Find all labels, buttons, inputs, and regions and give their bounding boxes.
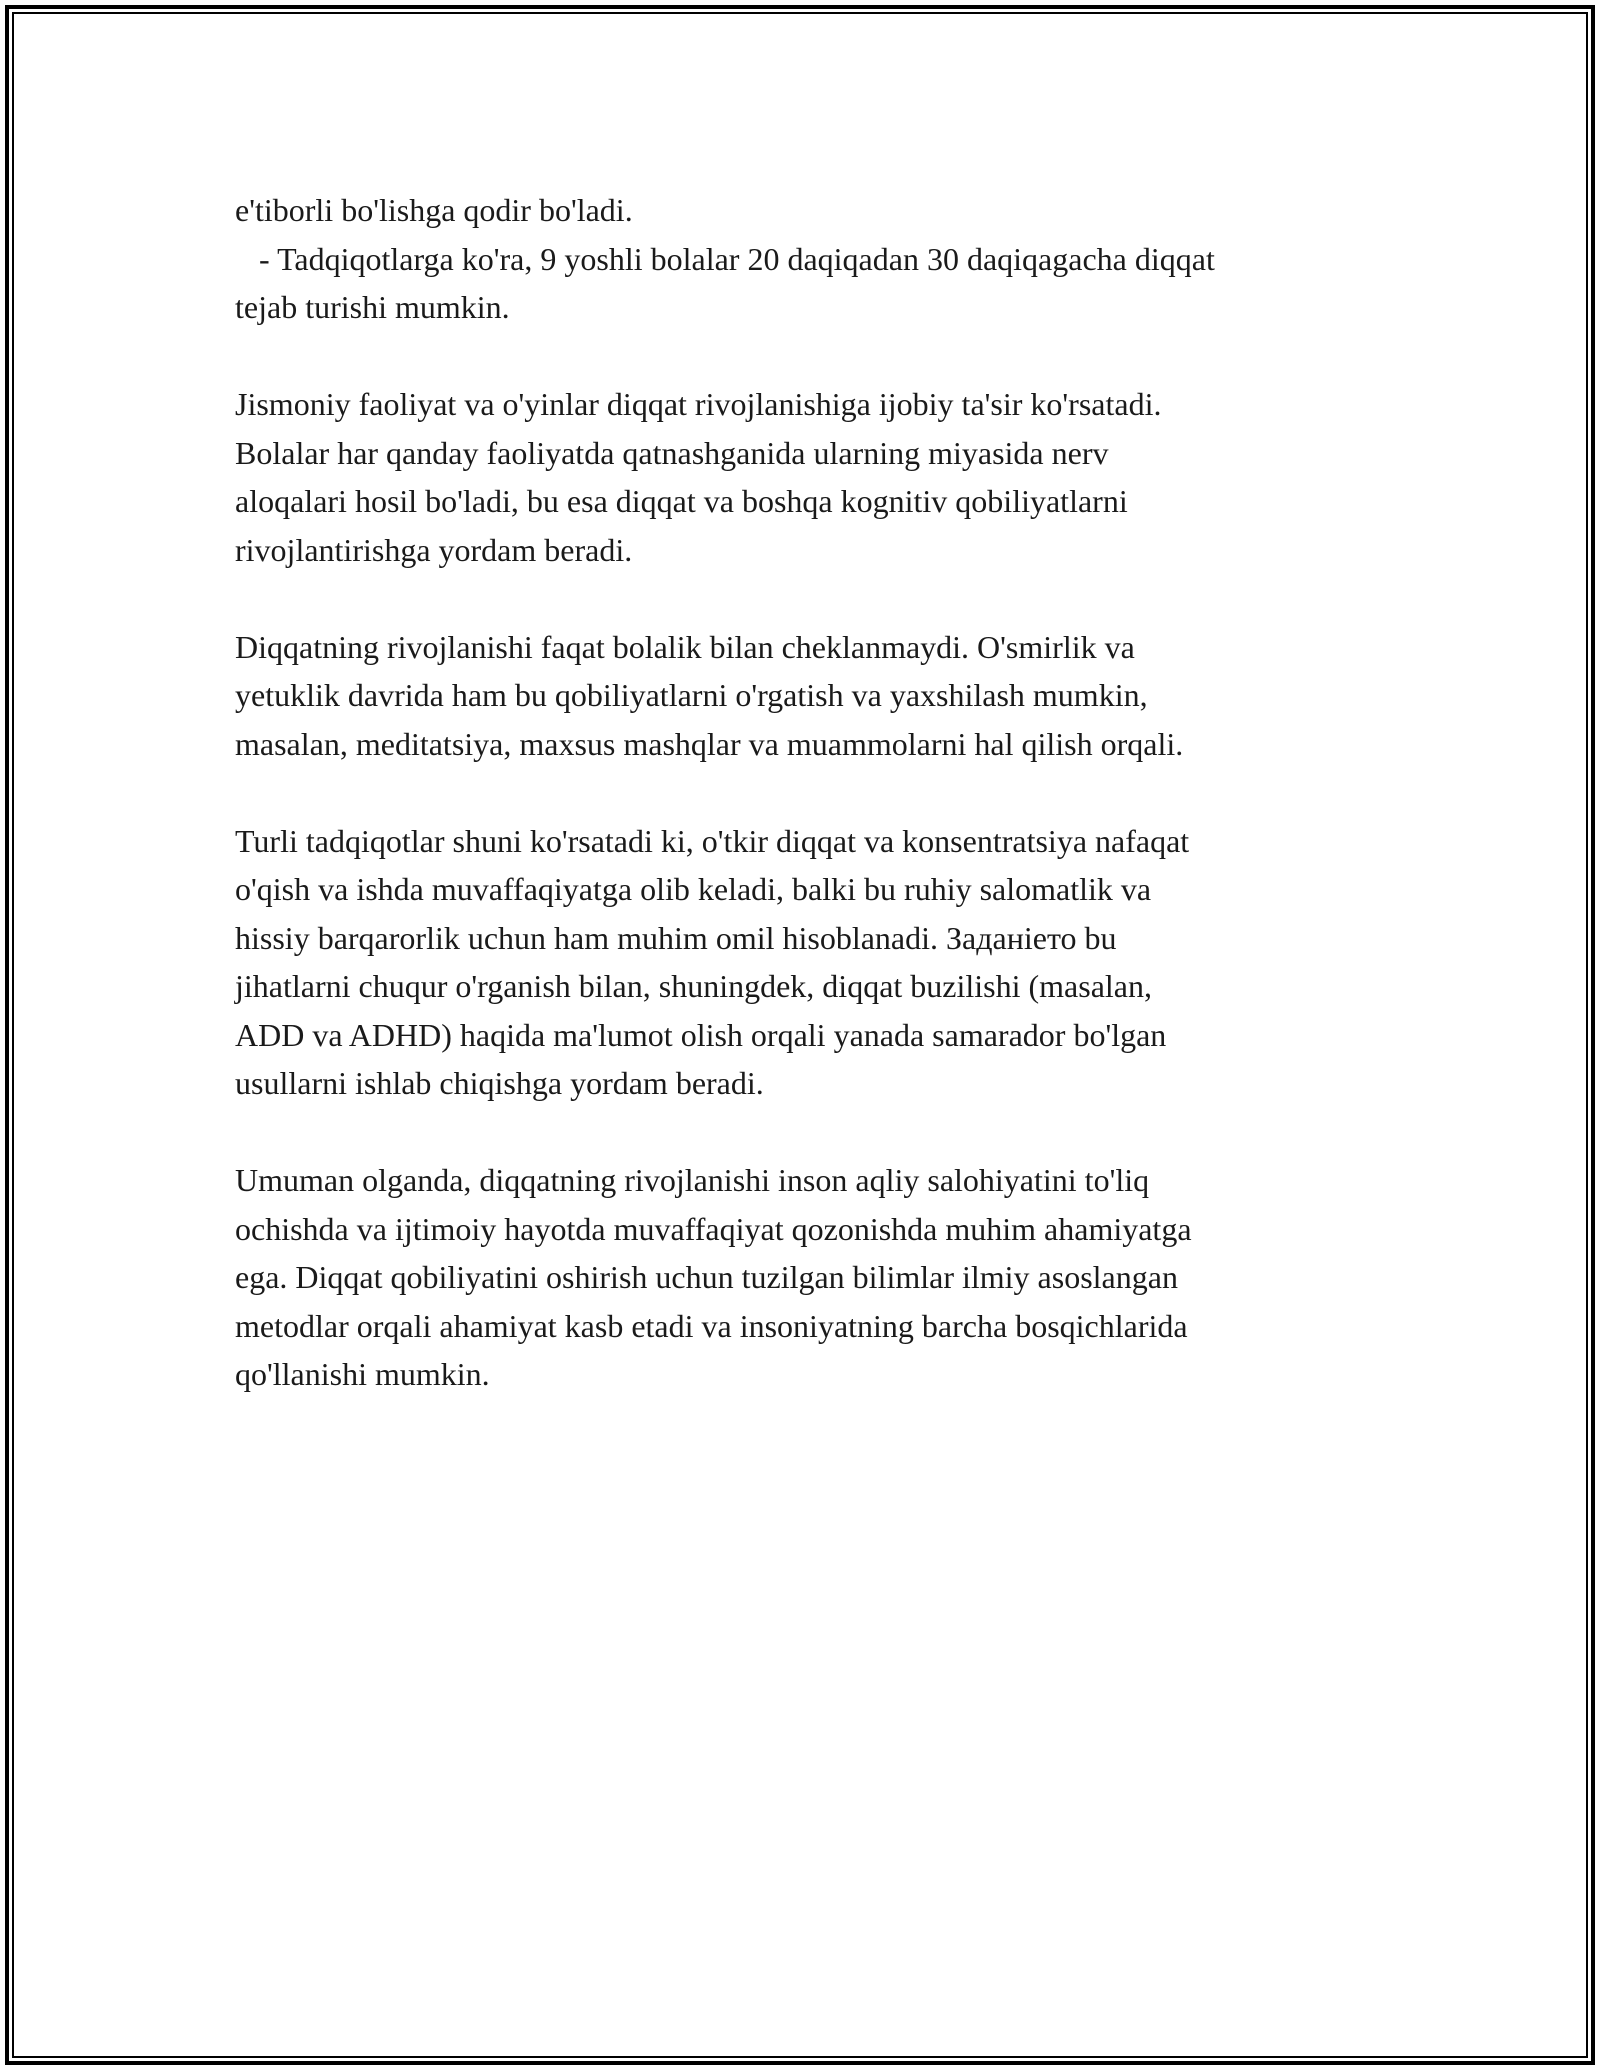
text-line: jihatlarni chuqur o'rganish bilan, shuningdek, diqqat buzilishi (masalan, [235,968,1152,1004]
document-body [235,186,1385,1447]
text-line: Bolalar har qanday faoliyatda qatnashganida ularning miyasida nerv [235,434,1109,471]
text-line: yetuklik davrida ham bu qobiliyatlarni o'rgatish va yaxshilash mumkin, [235,677,1148,713]
text-line: Turli tadqiqotlar shuni ko'rsatadi ki, o'tkir diqqat va konsentratsiya nafaqat [235,822,1190,859]
paragraph-1 [235,186,1385,332]
text-line: Umuman olganda, diqqatning rivojlanishi inson aqliy salohiyatini to'liq [235,1162,1150,1198]
text-line: - Tadqiqotlarga ko'ra, 9 yoshli bolalar 20 daqiqadan 30 daqiqagacha diqqat [235,240,1215,277]
text-line: rivojlantirishga yordam beradi. [235,531,633,568]
text-line: metodlar orqali ahamiyat kasb etadi va insoniyatning barcha bosqichlarida [235,1307,1188,1344]
text-line: ega. Diqqat qobiliyatini oshirish uchun tuzilgan bilimlar ilmiy asoslangan [235,1259,1178,1295]
text-line: qo'llanishi mumkin. [235,1356,490,1392]
text-line: ADD va ADHD) haqida ma'lumot olish orqali yanada samarador bo'lgan [235,1016,1167,1053]
paragraph-2 [235,380,1385,574]
text-line: ochishda va ijtimoiy hayotda muvaffaqiyat qozonishda muhim ahamiyatga [235,1210,1192,1247]
text-line: hissiy barqarorlik uchun ham muhim omil hisoblanadi. Заданіето bu [235,919,1117,956]
text-line: usullarni ishlab chiqishga yordam beradi. [235,1065,764,1101]
text-line: aloqalari hosil bo'ladi, bu esa diqqat va boshqa kognitiv qobiliyatlarni [235,483,1128,519]
text-line: o'qish va ishda muvaffaqiyatga olib keladi, balki bu ruhiy salomatlik va [235,871,1152,907]
text-line: e'tiborli bo'lishga qodir bo'ladi. [235,192,633,228]
paragraph-4 [235,817,1385,1108]
text-line: Jismoniy faoliyat va o'yinlar diqqat rivojlanishiga ijobiy ta'sir ko'rsatadi. [235,386,1162,422]
text-line: Diqqatning rivojlanishi faqat bolalik bilan cheklanmaydi. O'smirlik va [235,628,1135,665]
paragraph-3 [235,623,1385,769]
paragraph-5 [235,1156,1385,1399]
text-line: tejab turishi mumkin. [235,289,510,325]
text-line: masalan, meditatsiya, maxsus mashqlar va muammolarni hal qilish orqali. [235,725,1184,762]
